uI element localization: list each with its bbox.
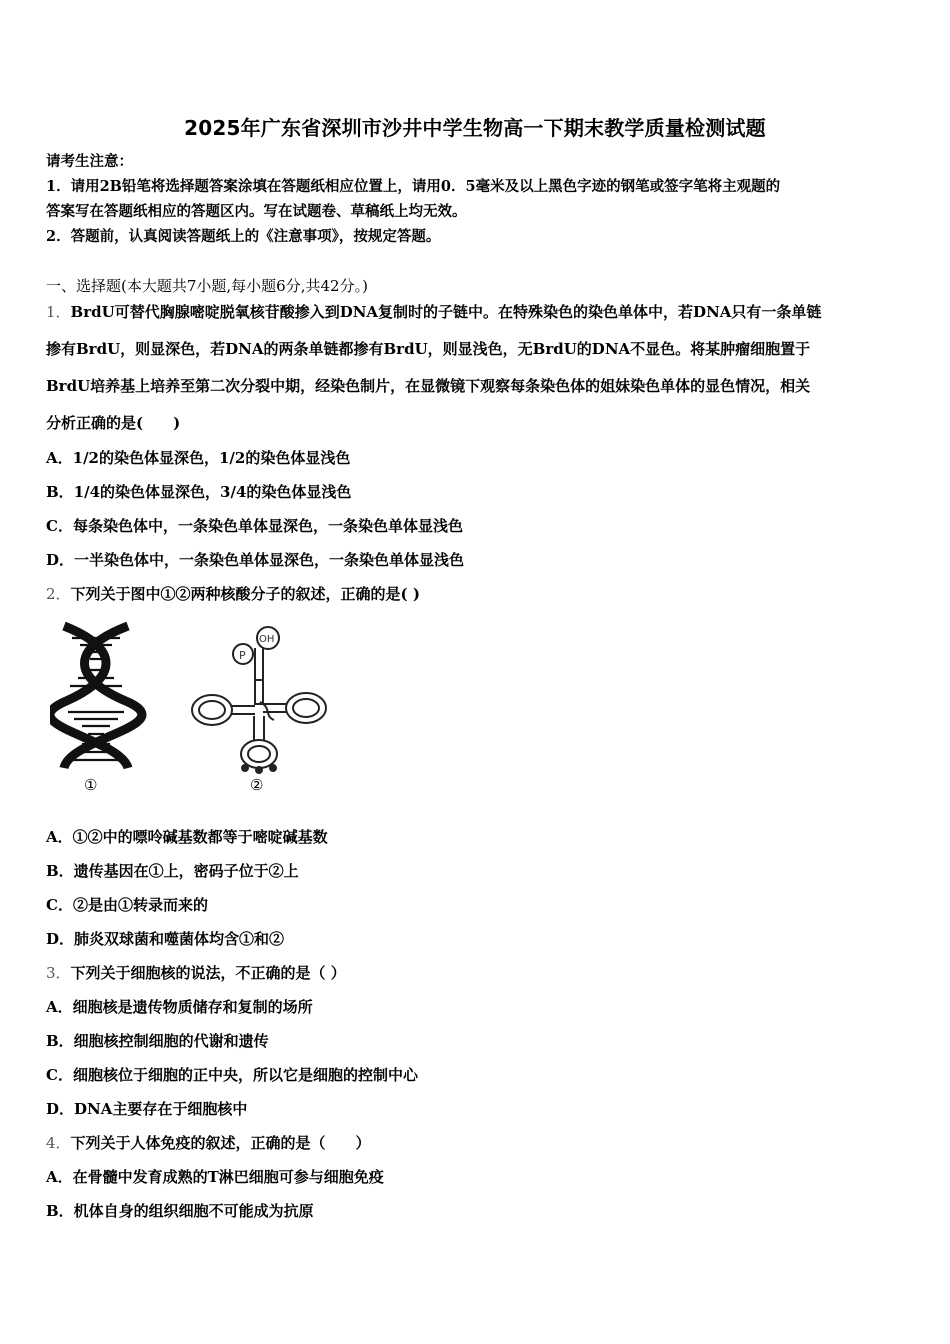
q2-option-d: D．肺炎双球菌和噬菌体均含①和② <box>46 930 285 948</box>
q4-option-b: B．机体自身的组织细胞不可能成为抗原 <box>46 1202 314 1220</box>
notice-line-2: 2．答题前，认真阅读答题纸上的《注意事项》，按规定答题。 <box>46 228 441 245</box>
fig-oh-label: OH <box>259 634 275 645</box>
fig-label-1: ① <box>84 776 98 794</box>
q4-text: 下列关于人体免疫的叙述，正确的是（ ） <box>70 1134 371 1152</box>
q2-option-a: A．①②中的嘌呤碱基数都等于嘧啶碱基数 <box>46 828 328 846</box>
q3-number: 3． <box>46 964 71 982</box>
nucleic-acid-figure <box>50 618 350 798</box>
fig-p-label: P <box>239 649 246 662</box>
q2-text: 下列关于图中①②两种核酸分子的叙述，正确的是( ) <box>70 585 420 603</box>
notice-line-1a: 1．请用2B铅笔将选择题答案涂填在答题纸相应位置上，请用0．5毫米及以上黑色字迹的钢笔或签字笔将主观题的 <box>46 178 781 195</box>
q1-option-b: B．1/4的染色体显深色，3/4的染色体显浅色 <box>46 483 352 501</box>
q2-option-b: B．遗传基因在①上，密码子位于②上 <box>46 862 299 880</box>
notice-heading: 请考生注意： <box>46 153 133 170</box>
q1-option-a: A．1/2的染色体显深色，1/2的染色体显浅色 <box>46 449 351 467</box>
notice-line-1b: 答案写在答题纸相应的答题区内。写在试题卷、草稿纸上均无效。 <box>46 203 467 220</box>
dna-double-helix-icon <box>50 626 142 768</box>
section-heading: 一、选择题(本大题共7小题,每小题6分,共42分。) <box>46 277 368 295</box>
q1-option-c: C．每条染色体中，一条染色单体显深色，一条染色单体显浅色 <box>46 517 463 535</box>
q3-text: 下列关于细胞核的说法，不正确的是（ ） <box>70 964 346 982</box>
q2-option-c: C．②是由①转录而来的 <box>46 896 208 914</box>
q4-line <box>46 1133 371 1153</box>
q3-option-c: C．细胞核位于细胞的正中央，所以它是细胞的控制中心 <box>46 1066 418 1084</box>
q4-number: 4． <box>46 1134 71 1152</box>
q1-line-1 <box>46 302 821 322</box>
q2-number: 2． <box>46 585 71 603</box>
fig-label-2: ② <box>250 776 264 794</box>
page-title: 2025年广东省深圳市沙井中学生物高一下期末教学质量检测试题 <box>184 116 766 140</box>
q3-option-b: B．细胞核控制细胞的代谢和遗传 <box>46 1032 269 1050</box>
q3-line <box>46 963 346 983</box>
q1-option-d: D．一半染色体中，一条染色单体显深色，一条染色单体显浅色 <box>46 551 465 569</box>
q1-text-1: BrdU可替代胸腺嘧啶脱氧核苷酸掺入到DNA复制时的子链中。在特殊染色的染色单体中，若DNA只有一条单链 <box>70 303 822 321</box>
q2-line <box>46 584 420 604</box>
q4-option-a: A．在骨髓中发育成熟的T淋巴细胞可参与细胞免疫 <box>46 1168 384 1186</box>
trna-cloverleaf-icon <box>192 627 326 773</box>
q1-line-2: 掺有BrdU，则显深色，若DNA的两条单链都掺有BrdU，则显浅色，无BrdU的DNA不显色。将某肿瘤细胞置于 <box>46 340 811 358</box>
q1-number: 1． <box>46 303 71 321</box>
q3-option-d: D．DNA主要存在于细胞核中 <box>46 1100 248 1118</box>
q1-line-4: 分析正确的是( ) <box>46 414 181 432</box>
q3-option-a: A．细胞核是遗传物质储存和复制的场所 <box>46 998 313 1016</box>
q1-line-3: BrdU培养基上培养至第二次分裂中期，经染色制片，在显微镜下观察每条染色体的姐妹染色单体的显色情况，相关 <box>46 377 811 395</box>
